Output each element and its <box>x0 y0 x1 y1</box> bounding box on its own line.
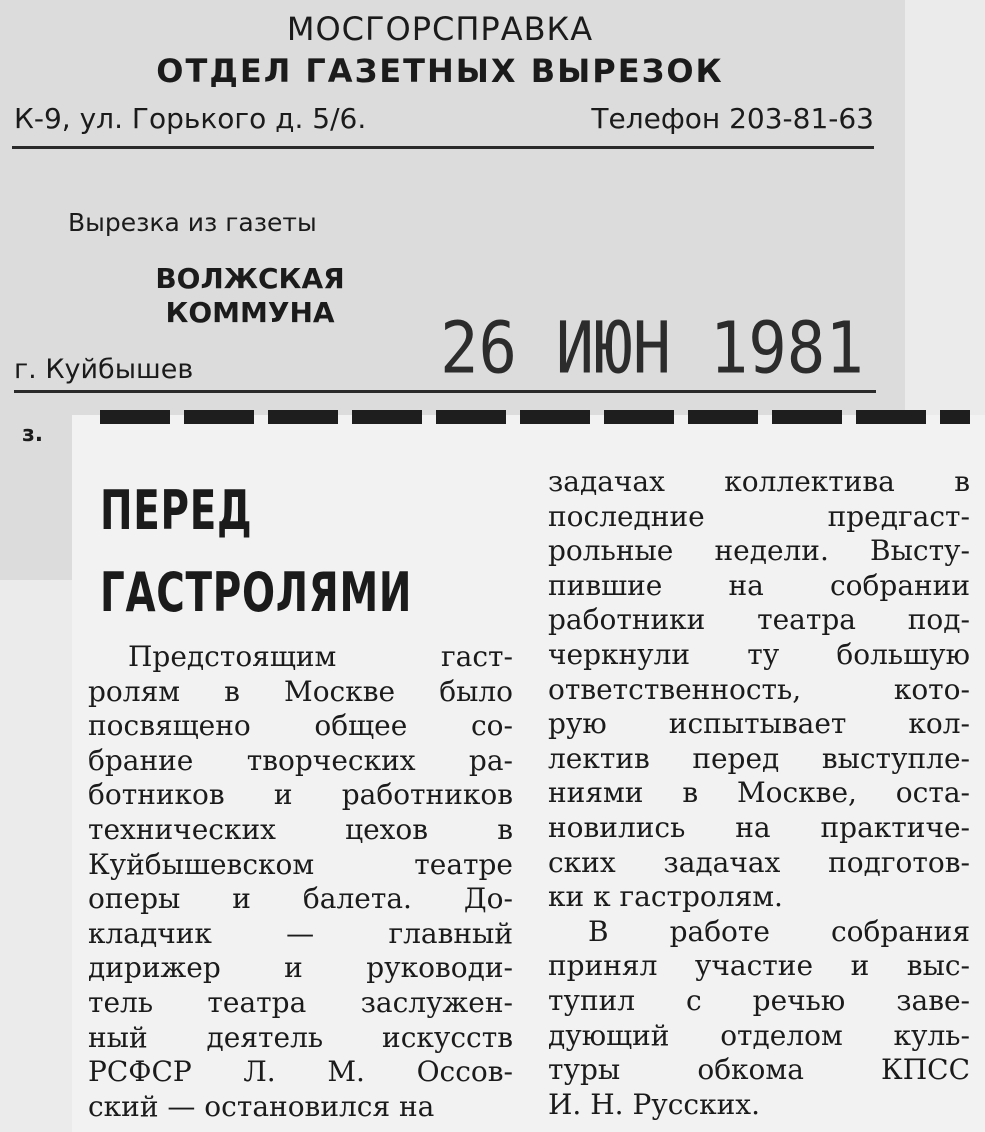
article-line: ный деятель искусств <box>88 1020 513 1054</box>
order-mark: з. <box>22 422 44 447</box>
phone: Телефон 203-81-63 <box>591 102 874 135</box>
article-line: В работе собрания <box>588 914 970 948</box>
article-line: рольные недели. Высту- <box>548 534 970 568</box>
newspaper-name-line: КОММУНА <box>165 296 335 329</box>
article-line: Предстоящим гаст- <box>128 640 513 673</box>
article-headline <box>100 470 412 634</box>
article-line: тупил с речью заве- <box>548 983 970 1017</box>
department-name: ОТДЕЛ ГАЗЕТНЫХ ВЫРЕЗОК <box>156 52 724 90</box>
article-line: ских задачах подготов- <box>548 845 970 879</box>
article-line: принял участие и выс- <box>548 949 970 983</box>
article-line: пившие на собрании <box>548 568 970 602</box>
article-line: И. Н. Русских. <box>548 1087 760 1121</box>
city: г. Куйбышев <box>14 354 194 385</box>
article-line: кладчик — главный <box>88 916 513 950</box>
article-line: тель театра заслужен- <box>88 985 513 1019</box>
article-line: ки к гастролям. <box>548 880 783 914</box>
agency-name: МОСГОРСПРАВКА <box>286 10 594 48</box>
article-line: технических цехов в <box>88 812 513 846</box>
article-line: ответственность, кото- <box>548 672 970 706</box>
article-column-left <box>88 640 513 1124</box>
contact-row <box>14 102 874 142</box>
article-line: ботников и работников <box>88 778 513 812</box>
header-divider <box>12 146 874 149</box>
article-line: дирижер и руководи- <box>88 951 513 985</box>
article-line: ролям в Москве было <box>88 674 513 708</box>
dashed-rule <box>100 410 970 424</box>
article-line: дующий отделом куль- <box>548 1018 970 1052</box>
address: К-9, ул. Горького д. 5/6. <box>14 102 367 135</box>
article-line: черкнули ту большую <box>548 637 970 671</box>
article-line: Куйбышевском театре <box>88 847 513 881</box>
article-column-right <box>548 465 970 1122</box>
article-line: рую испытывает кол- <box>548 707 970 741</box>
article-line: работники театра под- <box>548 603 970 637</box>
article-line: последние предгаст- <box>548 499 970 533</box>
article-line: новились на практиче- <box>548 810 970 844</box>
article-line: оперы и балета. До- <box>88 882 513 916</box>
newspaper-name-line: ВОЛЖСКАЯ <box>155 262 345 295</box>
city-divider <box>14 390 876 393</box>
article-line: ский — остановился на <box>88 1089 435 1123</box>
article-line: задачах коллектива в <box>548 465 970 498</box>
clip-source-label: Вырезка из газеты <box>68 208 317 237</box>
headline-line: ПЕРЕД <box>100 479 253 542</box>
article-line: посвящено общее со- <box>88 709 513 743</box>
article-line: лектив перед выступле- <box>548 741 970 775</box>
article-line: туры обкома КПСС <box>548 1053 970 1087</box>
date-stamp: 26 ИЮН 1981 <box>440 307 864 391</box>
newspaper-name <box>120 262 380 330</box>
article-line: брание творческих ра- <box>88 743 513 777</box>
article-line: ниями в Москве, оста- <box>548 776 970 810</box>
article-line: РСФСР Л. М. Оссов- <box>88 1055 513 1089</box>
headline-line: ГАСТРОЛЯМИ <box>100 561 413 624</box>
